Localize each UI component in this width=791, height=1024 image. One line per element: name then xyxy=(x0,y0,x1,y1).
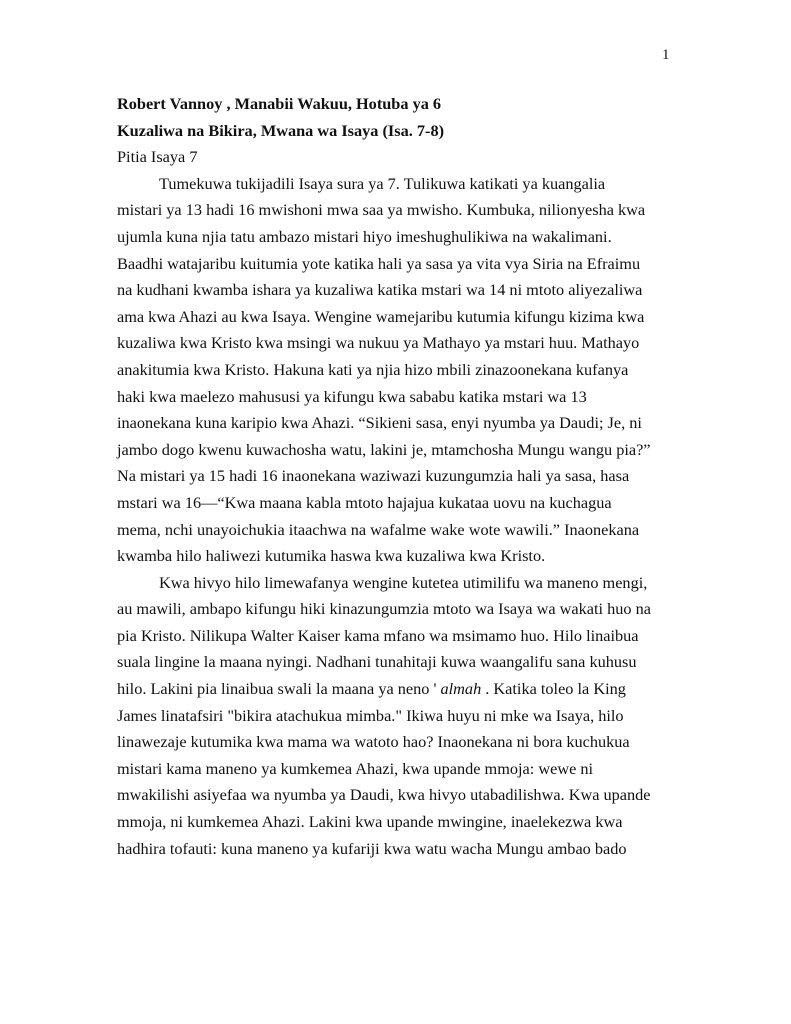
text-line: suala lingine la maana nyingi. Nadhani tunahitaji kuwa waangalifu sana kuhusu xyxy=(117,652,637,672)
text-line: haki kwa maelezo mahususi ya kifungu kwa sababu katika mstari wa 13 xyxy=(117,386,587,406)
text-line: ama kwa Ahazi au kwa Isaya. Wengine wamejaribu kutumia kifungu kizima kwa xyxy=(117,306,645,326)
document-title: Robert Vannoy , Manabii Wakuu, Hotuba ya 6 xyxy=(117,94,442,113)
text-line: mistari kama maneno ya kumkemea Ahazi, kwa upande mmoja: wewe ni xyxy=(117,758,594,778)
text-line: mema, nchi unayoichukia itaachwa na wafalme wake wote wawili.” Inaonekana xyxy=(117,519,640,539)
text-line: inaonekana kuna karipio kwa Ahazi. “Sikieni sasa, enyi nyumba ya Daudi; Je, ni xyxy=(117,413,642,433)
document-body xyxy=(117,91,677,862)
text-line: na kudhani kwamba ishara ya kuzaliwa katika mstari wa 14 ni mtoto aliyezaliwa xyxy=(117,280,643,300)
paragraph-1 xyxy=(117,171,677,570)
almah-before: hilo. Lakini pia linaibua swali la maana ya neno ' xyxy=(117,679,437,699)
document-subtitle: Kuzaliwa na Bikira, Mwana wa Isaya (Isa. 7-8) xyxy=(117,120,445,140)
almah-after: . Katika toleo la King xyxy=(485,679,626,699)
text-line: anakitumia kwa Kristo. Hakuna kati ya njia hizo mbili zinazoonekana kufanya xyxy=(117,359,629,379)
text-line: mistari ya 13 hadi 16 mwishoni mwa saa ya mwisho. Kumbuka, nilionyesha kwa xyxy=(117,200,646,220)
text-line: Na mistari ya 15 hadi 16 inaonekana waziwazi kuzungumzia hali ya sasa, hasa xyxy=(117,466,630,486)
text-line: Baadhi watajaribu kuitumia yote katika hali ya sasa ya vita vya Siria na Efraimu xyxy=(117,253,641,273)
page-number: 1 xyxy=(662,47,670,63)
text-line-almah xyxy=(117,676,677,703)
text-line: Kwa hivyo hilo limewafanya wengine kutetea utimilifu wa maneno mengi, xyxy=(159,572,648,592)
text-line: James linatafsiri "bikira atachukua mimba." Ikiwa huyu ni mke wa Isaya, hilo xyxy=(117,705,624,725)
text-line: kwamba hilo haliwezi kutumika haswa kwa kuzaliwa kwa Kristo. xyxy=(117,546,546,566)
text-line: linawezaje kutumika kwa mama wa watoto hao? Inaonekana ni bora kuchukua xyxy=(117,732,630,752)
text-line: kuzaliwa kwa Kristo kwa msingi wa nukuu ya Mathayo ya mstari huu. Mathayo xyxy=(117,333,640,353)
text-line: mmoja, ni kumkemea Ahazi. Lakini kwa upande mwingine, inaelekezwa kwa xyxy=(117,812,623,832)
text-line: mstari wa 16—“Kwa maana kabla mtoto hajajua kukataa uovu na kuchagua xyxy=(117,492,612,512)
almah-word: almah xyxy=(440,679,482,699)
text-line: pia Kristo. Nilikupa Walter Kaiser kama mfano wa msimamo huo. Hilo linaibua xyxy=(117,625,639,645)
text-line: ujumla kuna njia tatu ambazo mistari hiyo imeshughulikiwa na wakalimani. xyxy=(117,226,612,246)
text-line: hadhira tofauti: kuna maneno ya kufariji kwa watu wacha Mungu ambao bado xyxy=(117,838,627,858)
text-line: Tumekuwa tukijadili Isaya sura ya 7. Tulikuwa katikati ya kuangalia xyxy=(159,173,606,193)
text-line: mwakilishi asiyefaa wa nyumba ya Daudi, kwa hivyo utabadilishwa. Kwa upande xyxy=(117,785,651,805)
text-line: au mawili, ambapo kifungu hiki kinazungumzia mtoto wa Isaya wa wakati huo na xyxy=(117,599,651,619)
text-line: jambo dogo kwenu kuwachosha watu, lakini je, mtamchosha Mungu wangu pia?” xyxy=(117,439,651,459)
reading-reference: Pitia Isaya 7 xyxy=(117,147,198,167)
paragraph-2 xyxy=(117,570,677,863)
